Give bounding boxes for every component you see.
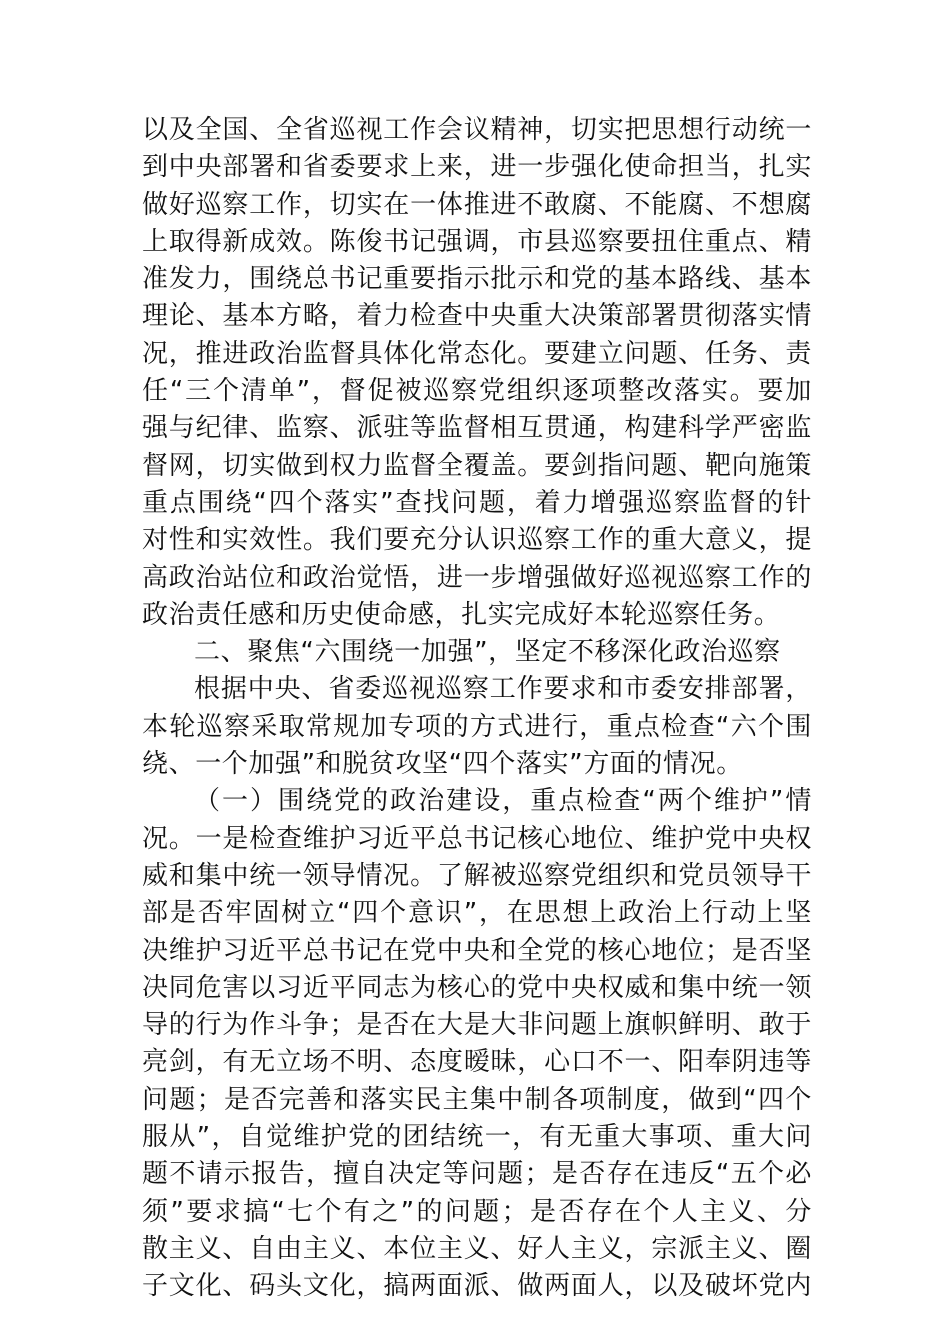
text-line: 绕、一个加强”和脱贫攻坚“四个落实”方面的情况。 [142,749,743,780]
text-line: 做好巡察工作，切实在一体推进不敢腐、不能腐、不想腐 [142,189,812,220]
document-body [142,112,812,1306]
text-line: 威和集中统一领导情况。了解被巡察党组织和党员领导干 [142,860,812,891]
text-line: 督网，切实做到权力监督全覆盖。要剑指问题、靶向施策 [142,450,812,481]
text-line: 以及全国、全省巡视工作会议精神，切实把思想行动统一 [142,115,812,145]
text-line: 强与纪律、监察、派驻等监督相互贯通，构建科学严密监 [142,413,812,444]
text-line: 对性和实效性。我们要充分认识巡察工作的重大意义，提 [142,525,812,556]
text-line: 任“三个清单”，督促被巡察党组织逐项整改落实。要加 [142,376,812,407]
text-line: 亮剑，有无立场不明、态度暧昧，心口不一、阳奉阴违等 [142,1047,812,1078]
text-line: 本轮巡察采取常规加专项的方式进行，重点检查“六个围 [142,711,812,742]
text-line: 准发力，围绕总书记重要指示批示和党的基本路线、基本 [142,264,812,295]
text-line: 政治责任感和历史使命感，扎实完成好本轮巡察任务。 [142,599,781,630]
text-line: 上取得新成效。陈俊书记强调，市县巡察要扭住重点、精 [142,226,812,257]
text-line: 部是否牢固树立“四个意识”，在思想上政治上行动上坚 [142,898,812,929]
text-line: 重点围绕“四个落实”查找问题，着力增强巡察监督的针 [142,487,812,518]
text-line: 须”要求搞“七个有之”的问题；是否存在个人主义、分 [142,1196,812,1227]
text-line: 导的行为作斗争；是否在大是大非问题上旗帜鲜明、敢于 [142,1010,812,1041]
text-line: 子文化、码头文化，搞两面派、做两面人，以及破坏党内 [142,1271,812,1302]
text-line: 理论、基本方略，着力检查中央重大决策部署贯彻落实情 [142,301,812,332]
text-line: （一）围绕党的政治建设，重点检查“两个维护”情 [194,786,812,817]
text-line: 决同危害以习近平同志为核心的党中央权威和集中统一领 [142,972,812,1003]
text-line: 二、聚焦“六围绕一加强”，坚定不移深化政治巡察 [194,637,781,668]
text-line: 根据中央、省委巡视巡察工作要求和市委安排部署， [194,674,812,705]
text-line: 题不请示报告，擅自决定等问题；是否存在违反“五个必 [142,1159,812,1190]
text-line: 决维护习近平总书记在党中央和全党的核心地位；是否坚 [142,935,812,966]
text-line: 到中央部署和省委要求上来，进一步强化使命担当，扎实 [142,152,812,183]
text-line: 况，推进政治监督具体化常态化。要建立问题、任务、责 [142,338,812,369]
text-line: 高政治站位和政治觉悟，进一步增强做好巡视巡察工作的 [142,562,812,593]
text-line: 问题；是否完善和落实民主集中制各项制度，做到“四个 [142,1084,812,1115]
text-line: 况。一是检查维护习近平总书记核心地位、维护党中央权 [142,823,812,854]
text-line: 散主义、自由主义、本位主义、好人主义，宗派主义、圈 [142,1233,812,1264]
text-line: 服从”，自觉维护党的团结统一，有无重大事项、重大问 [142,1122,812,1153]
